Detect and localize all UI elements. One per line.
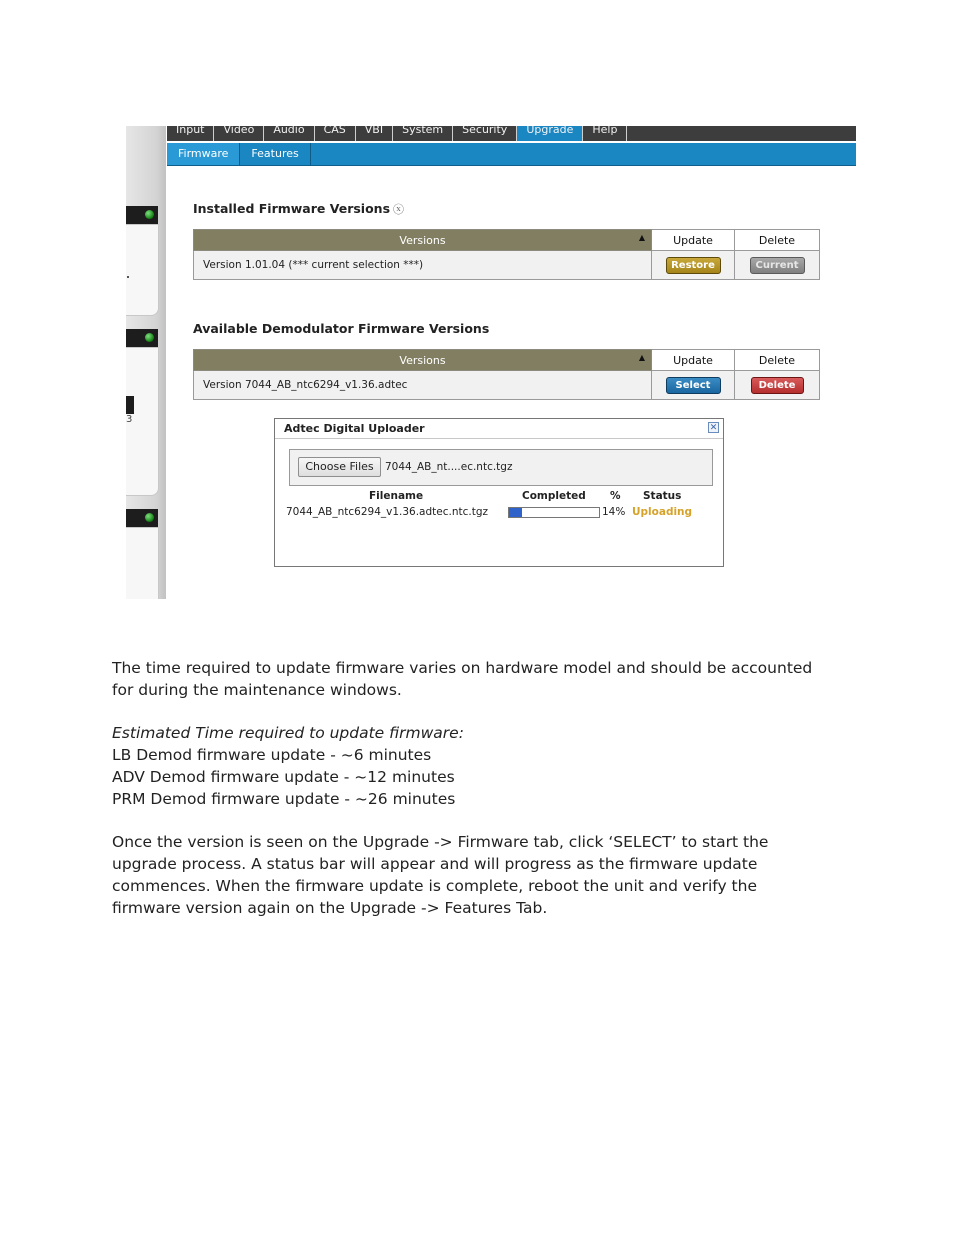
side-indicator bbox=[126, 396, 134, 414]
delete-column-header: Delete bbox=[735, 350, 820, 371]
subtab-firmware[interactable]: Firmware bbox=[167, 143, 240, 165]
uploader-dialog bbox=[274, 418, 724, 567]
tab-input[interactable]: Input bbox=[167, 126, 214, 141]
restore-button[interactable]: Restore bbox=[666, 257, 721, 274]
tab-cas[interactable]: CAS bbox=[315, 126, 356, 141]
estimate-heading: Estimated Time required to update firmware: bbox=[112, 724, 464, 742]
percent-header: % bbox=[610, 490, 621, 502]
estimate-line: ADV Demod firmware update - ~12 minutes bbox=[112, 768, 455, 786]
table-header-row bbox=[194, 350, 820, 371]
divider bbox=[275, 438, 723, 439]
update-cell bbox=[652, 251, 735, 280]
upload-percent: 14% bbox=[602, 506, 626, 518]
available-firmware-table bbox=[193, 349, 820, 400]
tab-vbi[interactable]: VBI bbox=[356, 126, 393, 141]
uploader-title: Adtec Digital Uploader bbox=[284, 422, 425, 435]
module-panel bbox=[126, 224, 159, 316]
tab-security[interactable]: Security bbox=[453, 126, 517, 141]
sub-tabs bbox=[167, 143, 856, 166]
installed-firmware-title-text: Installed Firmware Versions bbox=[193, 201, 391, 216]
update-column-header: Update bbox=[652, 350, 735, 371]
sidebar bbox=[126, 126, 166, 599]
estimate-line: PRM Demod firmware update - ~26 minutes bbox=[112, 790, 456, 808]
text-line: Once the version is seen on the Upgrade -> Firmware tab, click ‘SELECT’ to start the bbox=[112, 833, 769, 851]
text-line: firmware version again on the Upgrade -> Features Tab. bbox=[112, 899, 548, 917]
filename-header: Filename bbox=[369, 490, 424, 502]
update-column-header: Update bbox=[652, 230, 735, 251]
firmware-screenshot bbox=[126, 126, 856, 599]
progress-fill bbox=[509, 508, 522, 517]
sort-ascending-icon[interactable]: ▲ bbox=[638, 233, 645, 242]
available-firmware-title: Available Demodulator Firmware Versions bbox=[193, 321, 490, 336]
file-chooser bbox=[289, 449, 713, 486]
side-number: 3 bbox=[126, 414, 133, 425]
status-led-icon bbox=[145, 333, 154, 342]
table-row bbox=[194, 371, 820, 400]
completed-header: Completed bbox=[522, 490, 586, 502]
text-line: upgrade process. A status bar will appear and will progress as the firmware update bbox=[112, 855, 758, 873]
status-led-icon bbox=[145, 210, 154, 219]
tab-system[interactable]: System bbox=[393, 126, 453, 141]
installed-firmware-title bbox=[193, 201, 404, 217]
intro-paragraph bbox=[112, 657, 812, 701]
select-button[interactable]: Select bbox=[666, 377, 721, 394]
upload-status: Uploading bbox=[632, 506, 693, 518]
module-header bbox=[126, 206, 158, 224]
main-menu bbox=[167, 126, 856, 141]
upload-filename: 7044_AB_ntc6294_v1.36.adtec.ntc.tgz bbox=[286, 506, 489, 518]
instructions-paragraph bbox=[112, 831, 768, 919]
table-row bbox=[194, 251, 820, 280]
version-cell: Version 1.01.04 (*** current selection ***) bbox=[194, 251, 652, 280]
text-line: commences. When the firmware update is complete, reboot the unit and verify the bbox=[112, 877, 757, 895]
versions-header-label: Versions bbox=[399, 353, 446, 367]
tab-video[interactable]: Video bbox=[214, 126, 264, 141]
sort-ascending-icon[interactable]: ▲ bbox=[638, 353, 645, 362]
versions-column-header[interactable] bbox=[194, 230, 652, 251]
version-cell: Version 7044_AB_ntc6294_v1.36.adtec bbox=[194, 371, 652, 400]
versions-header-label: Versions bbox=[399, 233, 446, 247]
close-icon[interactable]: ✕ bbox=[709, 423, 718, 433]
side-marker bbox=[127, 276, 129, 278]
chosen-file-name: 7044_AB_nt....ec.ntc.tgz bbox=[385, 461, 513, 473]
delete-column-header: Delete bbox=[735, 230, 820, 251]
upload-progress-bar bbox=[508, 507, 600, 518]
subtab-features[interactable]: Features bbox=[240, 143, 310, 165]
module-panel bbox=[126, 527, 159, 599]
tab-audio[interactable]: Audio bbox=[264, 126, 314, 141]
tab-help[interactable]: Help bbox=[583, 126, 627, 141]
table-header-row bbox=[194, 230, 820, 251]
update-cell bbox=[652, 371, 735, 400]
estimate-line: LB Demod firmware update - ~6 minutes bbox=[112, 746, 432, 764]
current-button: Current bbox=[750, 257, 805, 274]
module-header bbox=[126, 509, 158, 527]
choose-files-button[interactable]: Choose Files bbox=[298, 457, 381, 477]
delete-cell bbox=[735, 371, 820, 400]
versions-column-header[interactable] bbox=[194, 350, 652, 371]
text-line: The time required to update firmware varies on hardware model and should be accounted bbox=[112, 659, 813, 677]
help-icon[interactable]: ⓧ bbox=[393, 203, 405, 216]
estimate-section bbox=[112, 722, 464, 810]
installed-firmware-table bbox=[193, 229, 820, 280]
delete-cell bbox=[735, 251, 820, 280]
module-header bbox=[126, 329, 158, 347]
text-line: for during the maintenance windows. bbox=[112, 681, 402, 699]
delete-button[interactable]: Delete bbox=[751, 377, 804, 394]
status-led-icon bbox=[145, 513, 154, 522]
status-header: Status bbox=[643, 490, 682, 502]
tab-upgrade[interactable]: Upgrade bbox=[517, 126, 583, 141]
